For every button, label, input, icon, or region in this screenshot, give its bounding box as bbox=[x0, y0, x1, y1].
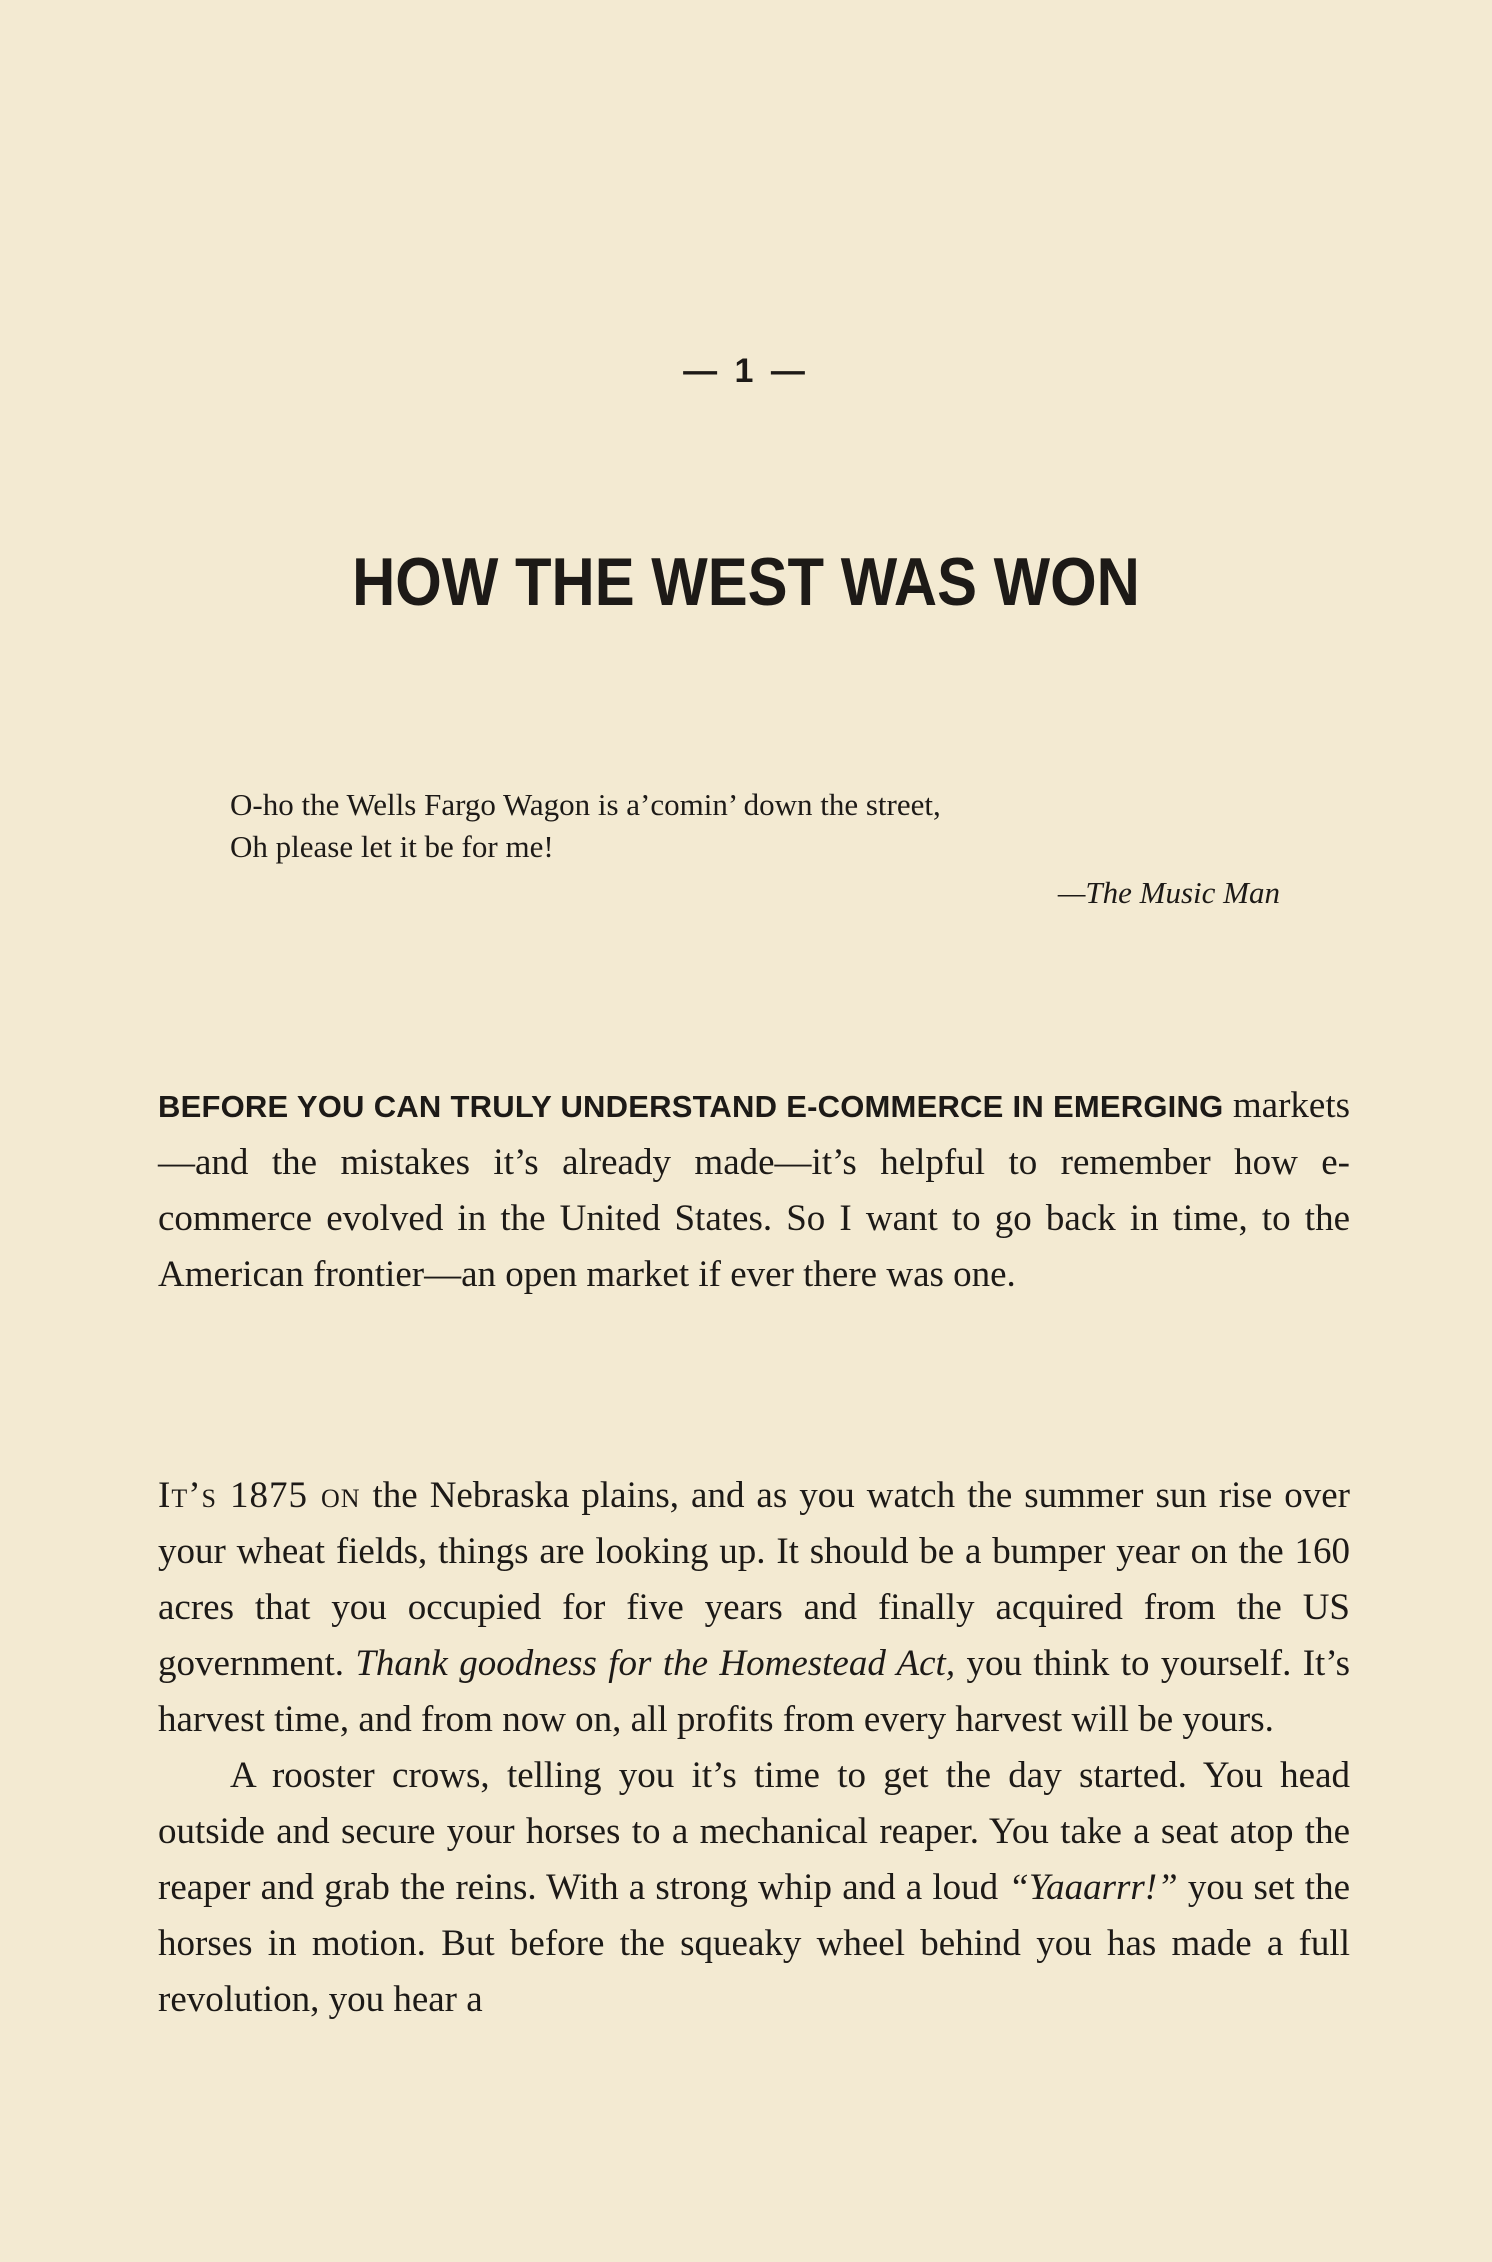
chapter-number: — 1 — bbox=[683, 352, 809, 390]
epigraph-line-2: Oh please let it be for me! bbox=[230, 829, 554, 864]
opening-paragraph bbox=[158, 1078, 1350, 1303]
chapter-title: HOW THE WEST WAS WON bbox=[352, 544, 1140, 620]
paragraph-1 bbox=[158, 1468, 1350, 1748]
epigraph-source: —The Music Man bbox=[1057, 875, 1280, 910]
paragraph-1-italic: Thank goodness for the Homestead Act, bbox=[355, 1643, 956, 1684]
paragraph-1-lead-in: It’s 1875 on bbox=[158, 1475, 361, 1516]
paragraph-2 bbox=[158, 1748, 1350, 2028]
opening-text: markets—and the mistakes it’s already made—it’s helpful to remember how e-commerce evolved in the United States. So I want to go back in time, to the American frontier—an open market if ever there was one. bbox=[158, 1085, 1351, 1295]
paragraph-1-text-a: the Nebraska plains, and as you watch the summer sun rise over your wheat fields, things are looking up. It should be a bumper year on the 160 acres that you occupied for five years and finally acquired from the US government. bbox=[158, 1475, 1350, 1684]
paragraph-2-text-a: A rooster crows, telling you it’s time to get the day started. You head outside and secure your horses to a mechanical reaper. You take a seat atop the reaper and grab the reins. With a strong whip and a loud bbox=[158, 1755, 1350, 1908]
body-text bbox=[158, 1468, 1350, 2028]
epigraph-line-1: O-ho the Wells Fargo Wagon is a’comin’ down the street, bbox=[230, 787, 941, 822]
epigraph bbox=[230, 784, 1280, 914]
opening-lead-in: BEFORE YOU CAN TRULY UNDERSTAND E-COMMERCE IN EMERGING bbox=[158, 1089, 1224, 1124]
paragraph-2-text-b: you set the horses in motion. But before the squeaky wheel behind you has made a full revolution, you hear a bbox=[158, 1867, 1350, 2020]
paragraph-1-text-b: you think to yourself. It’s harvest time, and from now on, all profits from every harvest will be yours. bbox=[158, 1643, 1350, 1740]
paragraph-2-italic: “Yaaarrr!” bbox=[1008, 1867, 1178, 1908]
